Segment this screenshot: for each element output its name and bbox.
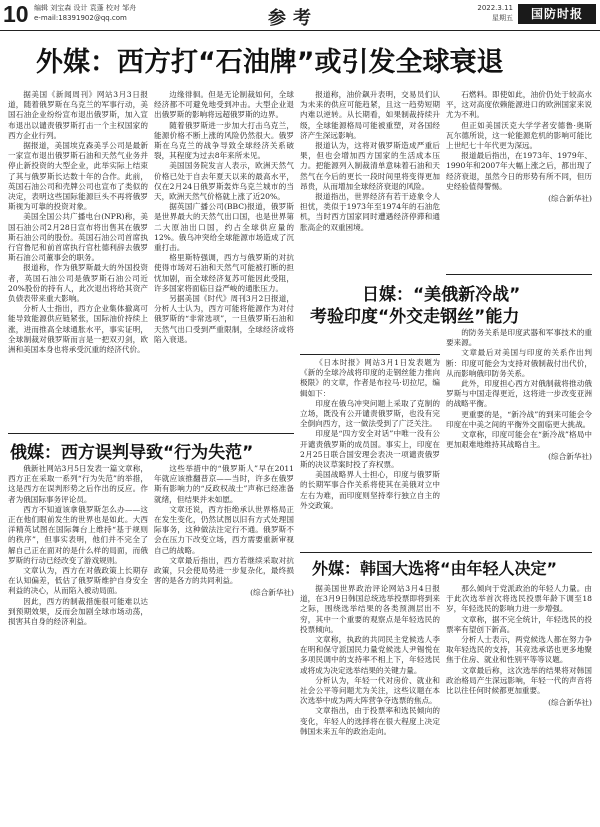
- newspaper-logo: 国防时报: [518, 4, 596, 24]
- editor-info: [34, 3, 136, 23]
- article-headline: 日媒：“美俄新冷战”: [362, 285, 521, 305]
- article-column: [300, 584, 440, 819]
- paragraph: 这些举措中的“俄罗斯人”早在2011年就应该推翻普京——当时，许多在俄罗斯有影响力的“反政权战士”声称已经准备就绪，但结果并未如愿。: [154, 464, 294, 504]
- article-column: [446, 584, 592, 819]
- weekday: 星期五: [492, 14, 513, 22]
- paragraph: 随着俄罗斯进一步加大打击乌克兰，能源价格不断上涨的风险仍然很大。俄罗斯在乌克兰的战争导致全球经济关系破裂，其程度为过去8年来所未见。: [154, 120, 294, 161]
- page-number: 10: [3, 1, 29, 27]
- paragraph: 据报道，美国埃克森美孚公司是最新一家宣布退出俄罗斯石油和天然气业务并停止新投资的大型企业，此举实际上结束了其与俄罗斯长达数十年的合作。此前，英国石油公司和壳牌公司也宣布了类似的决定，表明这些国际能源巨头不再将俄罗斯视为可靠的投资对象。: [8, 141, 148, 212]
- paragraph: 石燃料。即使如此，油价仍处于较高水平，这对高度依赖能源进口的欧洲国家来说尤为不利。: [446, 90, 592, 120]
- article-headline: 外媒：韩国大选将“由年轻人决定”: [312, 559, 558, 578]
- page-header: [0, 0, 600, 31]
- paragraph: 美国国务院发言人表示，欧洲天然气价格已处于自去年夏天以来的最高水平，仅在2月24日俄罗斯轰炸乌克兰城市的当天，欧洲天然气价格就上涨了近20%。: [154, 161, 294, 202]
- paragraph: 另据美国《时代》周刊3月2日报道，分析人士认为，西方可能将能源作为对付俄罗斯的“非常选项”，一旦俄罗斯石油和天然气出口受到严重限制，全球经济或将陷入衰退。: [154, 294, 294, 344]
- paragraph: 的防务关系是印度武器和军事技术的重要来源。: [446, 328, 592, 348]
- paragraph: 据美国世界政治评论网站3月4日报道，在3月9日韩国总统选举投票即将到来之际，围绕选举结果的各类预测层出不穷，其中一个重要的观察点是年轻选民的投票倾向。: [300, 584, 440, 634]
- article-headline: 俄媒：西方误判导致“行为失范”: [10, 443, 254, 463]
- paragraph: 《日本时报》网站3月1日发表题为《新的全球冷战将印度的走钢丝能力推向极限》的文章，作者是布拉马·切拉尼，编辑如下：: [300, 358, 440, 398]
- paragraph: 边缘徘徊。但是无论制裁如何，全球经济都不可避免地受到冲击。大型企业退出俄罗斯的影响将远超俄罗斯的边界。: [154, 90, 294, 120]
- paragraph: 据英国广播公司(BBC)报道，俄罗斯是世界最大的天然气出口国，也是世界第二大原油出口国，约占全球供应量的12%。俄乌冲突给全球能源市场造成了沉重打击。: [154, 202, 294, 253]
- article-column: [446, 90, 592, 270]
- paragraph: 文章称，印度可能会在“新冷战”格局中更加艰难地维持其战略自主。: [446, 430, 592, 450]
- article-column: [8, 464, 148, 819]
- paragraph: 据美国《新闻周刊》网站3月3日报道，随着俄罗斯在乌克兰的军事行动，美国石油企业纷纷宣布退出俄罗斯，加入宣布退出以谴责俄罗斯打击一个主权国家的西方企业行列。: [8, 90, 148, 140]
- article-headline: 考验印度“外交走钢丝”能力: [310, 307, 520, 327]
- paragraph: 报道指出，世界经济有若干迹象令人担忧，类似于1973年至1974年的石油危机，当时西方国家同时遭遇经济停滞和通胀高企的双重困境。: [300, 192, 440, 232]
- issue-date: [455, 3, 513, 23]
- article-headline: 外媒：西方打“石油牌”或引发全球衰退: [36, 47, 504, 78]
- divider: [8, 433, 294, 434]
- paragraph: 印度在俄乌冲突问题上采取了克制的立场，既没有公开谴责俄罗斯，也没有完全倒向西方，这一做法受到了广泛关注。: [300, 398, 440, 429]
- paragraph: 此外，印度担心西方对俄制裁将推动俄罗斯与中国走得更近，这将进一步改变亚洲的战略平衡。: [446, 379, 592, 409]
- paragraph: 文章还说，西方拒绝承认世界格局正在发生变化，仍然试图以旧有方式处理国际事务，这种做法注定行不通。俄罗斯不会在压力下改变立场，西方需要重新审视自己的战略。: [154, 504, 294, 555]
- divider: [300, 354, 440, 355]
- paragraph: 因此，西方的制裁措施很可能难以达到预期效果，反而会加剧全球市场动荡，损害其自身的经济利益。: [8, 596, 148, 627]
- article-column: [154, 464, 294, 819]
- paragraph: 报道认为，这将对俄罗斯造成严重后果，但也会增加西方国家的生活成本压力。把能源列入制裁清单意味着石油和天然气在今后的更长一段时间里将变得更加昂贵，从而增加全球经济衰退的风险。: [300, 141, 440, 191]
- paragraph: 文章认为，西方在对俄政策上长期存在认知偏差，低估了俄罗斯维护自身安全利益的决心，从而陷入被动局面。: [8, 566, 148, 596]
- paragraph: 报道称，油价飙升表明，交易员们认为未来的供应可能趋紧，且这一趋势短期内难以逆转。从长期看，如果制裁持续升级，全球能源格局可能被重塑，对各国经济产生深远影响。: [300, 90, 440, 140]
- paragraph: 报道最后指出，在1973年、1979年、1990年和2007年大幅上涨之后，都出现了经济衰退，虽然今日的形势有所不同，但历史经验值得警惕。: [446, 151, 592, 191]
- paragraph: 报道称，作为俄罗斯最大的外国投资者，英国石油公司是俄罗斯石油公司近20%股份的持有人，此次退出将给其资产负债表带来重大影响。: [8, 263, 148, 304]
- date: 2022.3.11: [477, 4, 513, 12]
- article-column: [154, 90, 294, 430]
- paragraph: 文章最后称，这次选举的结果将对韩国政治格局产生深远影响，年轻一代的声音将比以往任何时候都更加重要。: [446, 665, 592, 696]
- paragraph: 分析人士指出，西方企业集体撤离可能导致能源供应链紧张，国际油价持续上涨，进而推高全球通胀水平，事实证明，全球制裁对俄罗斯而言是一把双刃剑，欧洲和美国本身也将承受沉重的经济代价。: [8, 304, 148, 355]
- paragraph: 格里斯特强调，西方与俄罗斯的对抗使得市场对石油和天然气可能被打断的担忧加剧，而全球经济复苏可能因此受阻，许多国家将面临日益严峻的通胀压力。: [154, 253, 294, 293]
- paragraph: 但正如美国沃克大学学者安德鲁·奥斯瓦尔德所说，这一轮能源危机的影响可能比上世纪七十年代更为深远。: [446, 120, 592, 151]
- paragraph: 文章称，据不完全统计，年轻选民的投票率有望创下新高。: [446, 614, 592, 634]
- paragraph: 更重要的是，“新冷战”的到来可能会令印度在中美之间的平衡外交面临更大挑战。: [446, 409, 592, 429]
- paragraph: 俄新社网站3月5日发表一篇文章称，西方正在采取一系列“行为失范”的举措，这是西方在误判形势之后作出的反应。作者为俄国际事务评论员。: [8, 464, 148, 504]
- paragraph: 文章称，执政的共同民主党候选人李在明和保守派国民力量党候选人尹锡悦在多项民调中的支持率不相上下，年轻选民或将成为决定选举结果的关键力量。: [300, 635, 440, 675]
- paragraph: 文章最后对美国与印度的关系作出判断：印度可能会为支持对俄制裁付出代价，从而影响俄印防务关系。: [446, 348, 592, 378]
- paragraph: 西方不知道该拿俄罗斯怎么办——这正在他们眼前发生的世界也是如此。大西洋精英试图在国际舞台上维持“基于规则的秩序”，但事实表明，他们并不完全了解自己正在面对的是什么样的局面，而俄罗斯的行动已经改变了游戏规则。: [8, 504, 148, 565]
- article-signature: (综合新华社): [548, 698, 592, 708]
- paragraph: 那么倾向于党派政治的年轻人力量。由于此次选举首次将选民投票年龄下调至18岁，年轻选民的影响力进一步增强。: [446, 584, 592, 614]
- divider: [446, 274, 592, 275]
- editor-email: e-mail:18391902@qq.com: [34, 14, 127, 22]
- paragraph: 印度是“四方安全对话”中唯一没有公开谴责俄罗斯的成员国。事实上，印度在2月25日联合国安理会表决一项谴责俄罗斯的决议草案时投了弃权票。: [300, 429, 440, 470]
- article-column: [8, 90, 148, 430]
- article-column: [446, 328, 592, 548]
- divider: [300, 552, 592, 553]
- paragraph: 分析认为，年轻一代对房价、就业和社会公平等问题尤为关注，这些议题在本次选举中成为两大阵营争夺选票的焦点。: [300, 675, 440, 706]
- editor-credits: 编辑 刘宝森 设计 袁蓬 校对 邹舟: [34, 4, 137, 12]
- article-signature: (综合新华社): [548, 452, 592, 462]
- article-signature: (综合新华社): [548, 194, 592, 204]
- paragraph: 美国战略界人士担心，印度与俄罗斯的长期军事合作关系将使其在美俄对立中左右为难，而印度则坚持奉行独立自主的外交政策。: [300, 470, 440, 510]
- article-column: [300, 358, 440, 548]
- section-title: 参考: [268, 8, 318, 29]
- paragraph: 文章最后指出，西方若继续采取对抗政策，只会使局势进一步复杂化，最终损害的是各方的共同利益。: [154, 555, 294, 586]
- article-signature: (综合新华社): [250, 588, 294, 598]
- paragraph: 文章指出，由于投票率和选民倾向的变化，年轻人的选择将在很大程度上决定韩国未来五年的政治走向。: [300, 706, 440, 736]
- paragraph: 美国全国公共广播电台(NPR)称，美国石油公司2月28日宣布将出售其在俄罗斯石油公司的股份。英国石油公司首席执行官鲁尼和前首席执行官杜德利辞去俄罗斯石油公司董事会的职务。: [8, 212, 148, 263]
- paragraph: 分析人士表示，两党候选人都在努力争取年轻选民的支持，其竞选承诺也更多地聚焦于住房、就业和性别平等等议题。: [446, 635, 592, 665]
